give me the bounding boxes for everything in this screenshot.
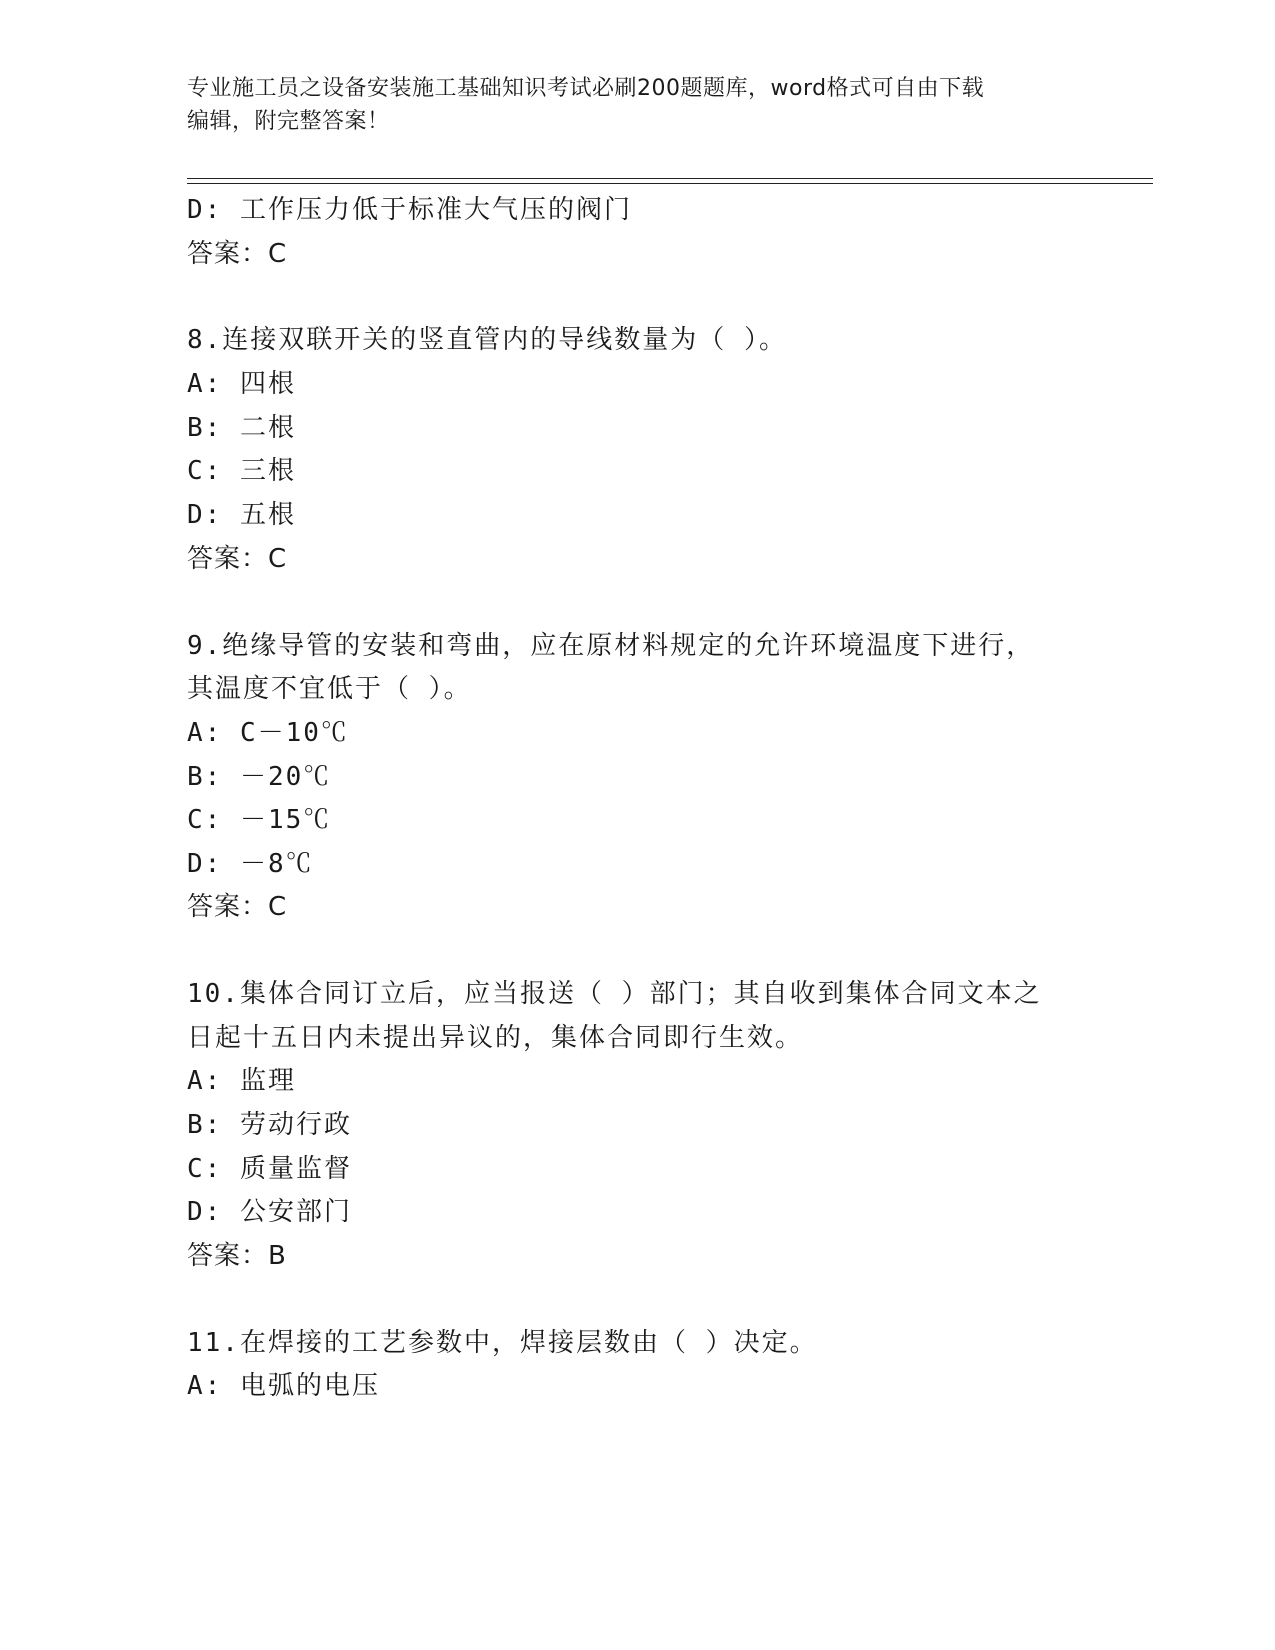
q11-option-a: A: 电弧的电压 (187, 1371, 380, 1401)
q10-option-d: D: 公安部门 (187, 1197, 352, 1227)
q8-option-a: A: 四根 (187, 369, 296, 399)
q9-question-line-1: 9.绝缘导管的安装和弯曲，应在原材料规定的允许环境温度下进行， (187, 631, 1035, 661)
q11-question: 11.在焊接的工艺参数中，焊接层数由（ ）决定。 (187, 1328, 818, 1358)
header-divider-top (187, 178, 1153, 179)
q9-option-d: D: －8℃ (187, 849, 314, 879)
document-header (187, 72, 1087, 138)
q8-answer: 答案：C (187, 544, 288, 574)
q8-question: 8.连接双联开关的竖直管内的导线数量为（ ）。 (187, 325, 787, 355)
q7-answer: 答案：C (187, 239, 288, 269)
q9-option-a: A: C－10℃ (187, 718, 349, 748)
q9-answer: 答案：C (187, 892, 288, 922)
q8-option-c: C: 三根 (187, 456, 296, 486)
q10-answer: 答案：B (187, 1241, 287, 1271)
q9-option-c: C: －15℃ (187, 805, 332, 835)
header-divider-bottom (187, 183, 1153, 184)
q10-option-c: C: 质量监督 (187, 1154, 352, 1184)
header-title-line-2: 编辑，附完整答案！ (187, 109, 390, 134)
q9-question-line-2: 其温度不宜低于（ ）。 (187, 674, 472, 704)
q8-option-d: D: 五根 (187, 500, 296, 530)
q7-option-d: D: 工作压力低于标准大气压的阀门 (187, 195, 632, 225)
q10-option-b: B: 劳动行政 (187, 1110, 352, 1140)
q9-option-b: B: －20℃ (187, 762, 332, 792)
q10-question-line-1: 10.集体合同订立后，应当报送（ ）部门；其自收到集体合同文本之 (187, 979, 1042, 1009)
q8-option-b: B: 二根 (187, 413, 296, 443)
q10-option-a: A: 监理 (187, 1066, 296, 1096)
q10-question-line-2: 日起十五日内未提出异议的，集体合同即行生效。 (187, 1023, 804, 1053)
header-title-line-1: 专业施工员之设备安装施工基础知识考试必刷200题题库，word格式可自由下载 (187, 76, 985, 101)
